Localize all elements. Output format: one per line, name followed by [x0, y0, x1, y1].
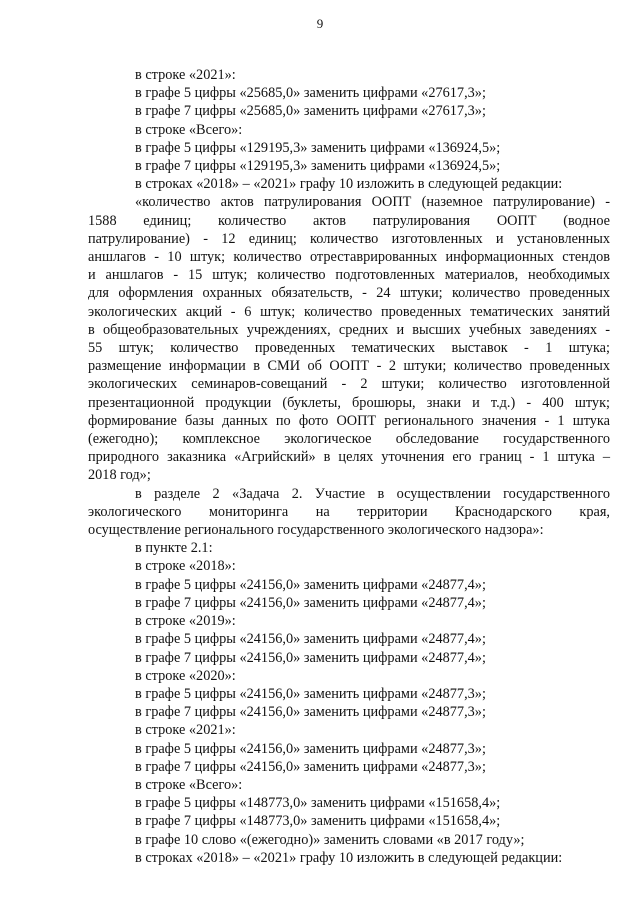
amendment-line: в пункте 2.1: [135, 540, 213, 557]
amendment-line: в строке «Всего»: [135, 121, 243, 138]
amendment-list-bottom [88, 539, 610, 867]
amendment-line: в графе 7 цифры «24156,0» заменить цифрами «24877,3»; [135, 704, 486, 721]
paragraph-line: 1588 единиц; количество актов патрулирования ООПТ (водное [88, 212, 610, 229]
paragraph-line: презентационной продукции (буклеты, брошюры, знаки и т.д.) - 400 штук; [88, 394, 610, 411]
amendment-line: в графе 5 цифры «129195,3» заменить цифрами «136924,5»; [135, 139, 501, 156]
amendment-line: в графе 7 цифры «148773,0» заменить цифрами «151658,4»; [135, 813, 501, 830]
amendment-line: в строке «2021»: [135, 67, 236, 83]
paragraph-line: размещение информации в СМИ об ООПТ - 2 штуки; количество проведенных [88, 358, 610, 375]
paragraph-line: осуществление регионального государственного экологического надзора»: [88, 522, 544, 539]
amendment-line: в графе 7 цифры «24156,0» заменить цифрами «24877,4»; [135, 649, 486, 666]
amendment-line: в строке «2019»: [135, 613, 236, 630]
amendment-line: в графе 10 слово «(ежегодно)» заменить словами «в 2017 году»; [135, 831, 525, 848]
paragraph-line: для оформления охранных обязательств, - 24 штуки; количество проведенных [88, 285, 610, 302]
amendment-line: в графе 7 цифры «24156,0» заменить цифрами «24877,3»; [135, 758, 486, 775]
amendment-list-top [88, 66, 610, 193]
amendment-line: в графе 5 цифры «24156,0» заменить цифрами «24877,4»; [135, 631, 486, 648]
paragraph-line: аншлагов - 10 штук; количество отреставрированных информационных стендов [88, 249, 610, 266]
paragraph-line: 55 штук; количество проведенных тематических выставок - 1 штука; [88, 340, 610, 357]
amendment-line: в графе 5 цифры «25685,0» заменить цифрами «27617,3»; [135, 85, 486, 102]
paragraph-line: экологического мониторинга на территории Краснодарского края, [88, 503, 610, 520]
section-paragraph [88, 485, 610, 540]
paragraph-line: патрулирование) - 12 единиц; количество изготовленных и установленных [88, 230, 610, 247]
amendment-line: в графе 7 цифры «24156,0» заменить цифрами «24877,4»; [135, 594, 486, 611]
amendment-line: в строках «2018» – «2021» графу 10 изложить в следующей редакции: [135, 176, 563, 193]
paragraph-line: и аншлагов - 15 штук; количество подготовленных материалов, необходимых [88, 267, 610, 284]
amendment-line: в строке «2021»: [135, 722, 236, 739]
paragraph-line: формирование базы данных по фото ООПТ регионального значения - 1 штука [88, 412, 610, 429]
amendment-line: в строках «2018» – «2021» графу 10 изложить в следующей редакции: [135, 849, 563, 866]
paragraph-line: (ежегодно); комплексное экологическое обследование государственного [88, 431, 610, 448]
amendment-line: в графе 5 цифры «24156,0» заменить цифрами «24877,3»; [135, 685, 486, 702]
amendment-line: в строке «Всего»: [135, 776, 243, 793]
document-body [88, 66, 610, 867]
amendment-line: в графе 5 цифры «148773,0» заменить цифрами «151658,4»; [135, 795, 501, 812]
paragraph-line: «количество актов патрулирования ООПТ (наземное патрулирование) - [135, 194, 610, 211]
paragraph-line: экологических акций - 6 штук; количество проведенных тематических занятий [88, 303, 610, 320]
page-number: 9 [316, 16, 324, 31]
amendment-line: в строке «2020»: [135, 667, 236, 684]
amendment-line: в строке «2018»: [135, 558, 236, 575]
amendment-line: в графе 5 цифры «24156,0» заменить цифрами «24877,3»; [135, 740, 486, 757]
amendment-line: в графе 5 цифры «24156,0» заменить цифрами «24877,4»; [135, 576, 486, 593]
amendment-line: в графе 7 цифры «25685,0» заменить цифрами «27617,3»; [135, 103, 486, 120]
paragraph-line: экологических семинаров-совещаний - 2 штуки; количество изготовленной [88, 376, 610, 393]
paragraph-line: в разделе 2 «Задача 2. Участие в осуществлении государственного [135, 485, 610, 502]
paragraph-line: природного заказника «Агрийский» в целях уточнения его границ - 1 штука – [88, 449, 610, 466]
quote-paragraph [88, 193, 610, 484]
paragraph-line: в общеобразовательных учреждениях, средних и высших учебных заведениях - [88, 321, 610, 338]
amendment-line: в графе 7 цифры «129195,3» заменить цифрами «136924,5»; [135, 158, 501, 175]
paragraph-line: 2018 год»; [88, 467, 151, 484]
